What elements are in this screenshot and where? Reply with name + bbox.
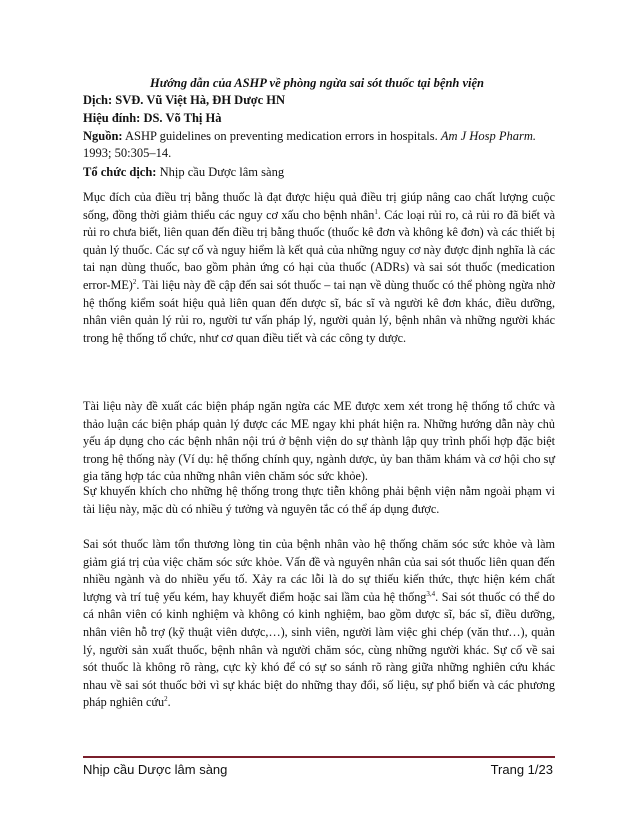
paragraph-1-part-a: Mục đích của điều trị bằng thuốc là đạt được hiệu quả điều trị giúp nâng cao chất lượng cuộc sống, đồng thời giảm thiểu các nguy cơ xấu cho bệnh nhân: [83, 190, 555, 222]
source-text: ASHP guidelines on preventing medication errors in hospitals.: [125, 129, 438, 143]
paragraph-4-part-a: Sai sót thuốc làm tổn thương lòng tin của bệnh nhân vào hệ thống chăm sóc sức khỏe và làm giảm giá trị của việc chăm sóc sức khỏe. Vấn đề và nguyên nhân của sai sót thuốc liên quan đến nhiều ngành và do nhiều yếu tố. Xảy ra các lỗi là do sự thiếu kiến thức, thực hiện kém chất lượng và trí tuệ yếu kém, hay khuyết điểm hoặc sai lầm của hệ thống: [83, 537, 555, 604]
org-line: [83, 164, 553, 181]
paragraph-1: [83, 189, 555, 347]
paragraph-1-part-b: . Các loại rủi ro, cả rủi ro đã biết và rủi ro chưa biết, liên quan đến điều trị bằng thuốc (thuốc kê đơn và không kê đơn) và các thiết bị quản lý thuốc. Các sự cố và nguy hiểm là kết quả của những nguy cơ này được định nghĩa là các tai nạn dùng thuốc, bao gồm phản ứng có hại của thuốc (ADRs) và sai sót thuốc (medication error-ME): [83, 207, 555, 292]
paragraph-1-part-c: . Tài liệu này đề cập đến sai sót thuốc – tai nạn về dùng thuốc có thể phòng ngừa nhờ hệ thống kiểm soát hiệu quả liên quan đến dược sĩ, bác sĩ và người kê đơn khác, điều dưỡng, nhân viên quản lý rủi ro, người tư vấn pháp lý, người quản lý, bệnh nhân và những người khác trong hệ thống tổ chức, như cơ quan điều tiết và các công ty dược.: [83, 277, 555, 345]
source-journal: Am J Hosp Pharm.: [440, 129, 536, 143]
reference-mark: 2: [164, 695, 168, 704]
paragraph-2: Tài liệu này đề xuất các biện pháp ngăn ngừa các ME được xem xét trong hệ thống tổ chức và thảo luận các biện pháp quản lý được các ME ngay khi phát hiện ra. Những hướng dẫn này chủ yếu áp dụng cho các bệnh nhân nội trú ở bệnh viện do sự thành lập quy trình phối hợp đặc biệt trong hệ thống này (Ví dụ: hệ thống chính quy, ngành dược, ủy ban thăm khám và cơ hội cho sự gia tăng hợp tác của những nhân viên chăm sóc sức khỏe).: [83, 399, 555, 484]
editor-name: DS. Võ Thị Hà: [143, 111, 222, 125]
paragraph-4: [83, 536, 555, 712]
source-label: Nguồn:: [83, 129, 123, 143]
org-label: Tổ chức dịch:: [83, 165, 157, 179]
translator-line: [83, 92, 553, 109]
paragraph-4-part-b: . Sai sót thuốc có thể do cá nhân viên có kinh nghiệm và không có kinh nghiệm, bao gồm dược sĩ, bác sĩ, điều dưỡng, nhân viên hỗ trợ (kỹ thuật viên dược,…), sinh viên, người làm việc ghi chép (văn thư…), quản lý, người sản xuất thuốc, bệnh nhân và người chăm sóc, cùng những người khác. Sự cố về sai sót thuốc là không rõ ràng, cực kỳ khó để có sự so sánh rõ ràng giữa những nghiên cứu khác nhau về sai sót thuốc bởi vì sự khác biệt do những thay đổi, số liệu, sự phổ biến và các phương pháp nghiên cứu: [83, 589, 555, 710]
source-detail: 1993; 50:305–14.: [83, 146, 172, 160]
footer-organization: Nhịp cầu Dược lâm sàng: [83, 762, 228, 777]
reference-mark: 1: [374, 207, 378, 216]
reference-mark: 2: [132, 277, 137, 286]
translator-name: SVĐ. Vũ Việt Hà, ĐH Dược HN: [115, 93, 286, 107]
footer-rule: [83, 756, 555, 758]
translator-label: Dịch:: [83, 93, 113, 107]
editor-line: [83, 110, 553, 127]
org-name: Nhịp cầu Dược lâm sàng: [159, 165, 285, 179]
source-line: [83, 128, 553, 162]
page-number: Trang 1/23: [490, 762, 553, 777]
reference-mark: 3,4: [426, 589, 436, 598]
editor-label: Hiệu đính:: [83, 111, 141, 125]
paragraph-4-part-c: .: [167, 695, 171, 710]
document-title: Hướng dẫn của ASHP về phòng ngừa sai sót thuốc tại bệnh viện: [150, 76, 485, 90]
paragraph-3: Sự khuyến khích cho những hệ thống trong thực tiễn không phải bệnh viện nằm ngoài phạm vi tài liệu này, mặc dù có nhiều ý tưởng và nguyên tắc có thể áp dụng được.: [83, 484, 555, 516]
